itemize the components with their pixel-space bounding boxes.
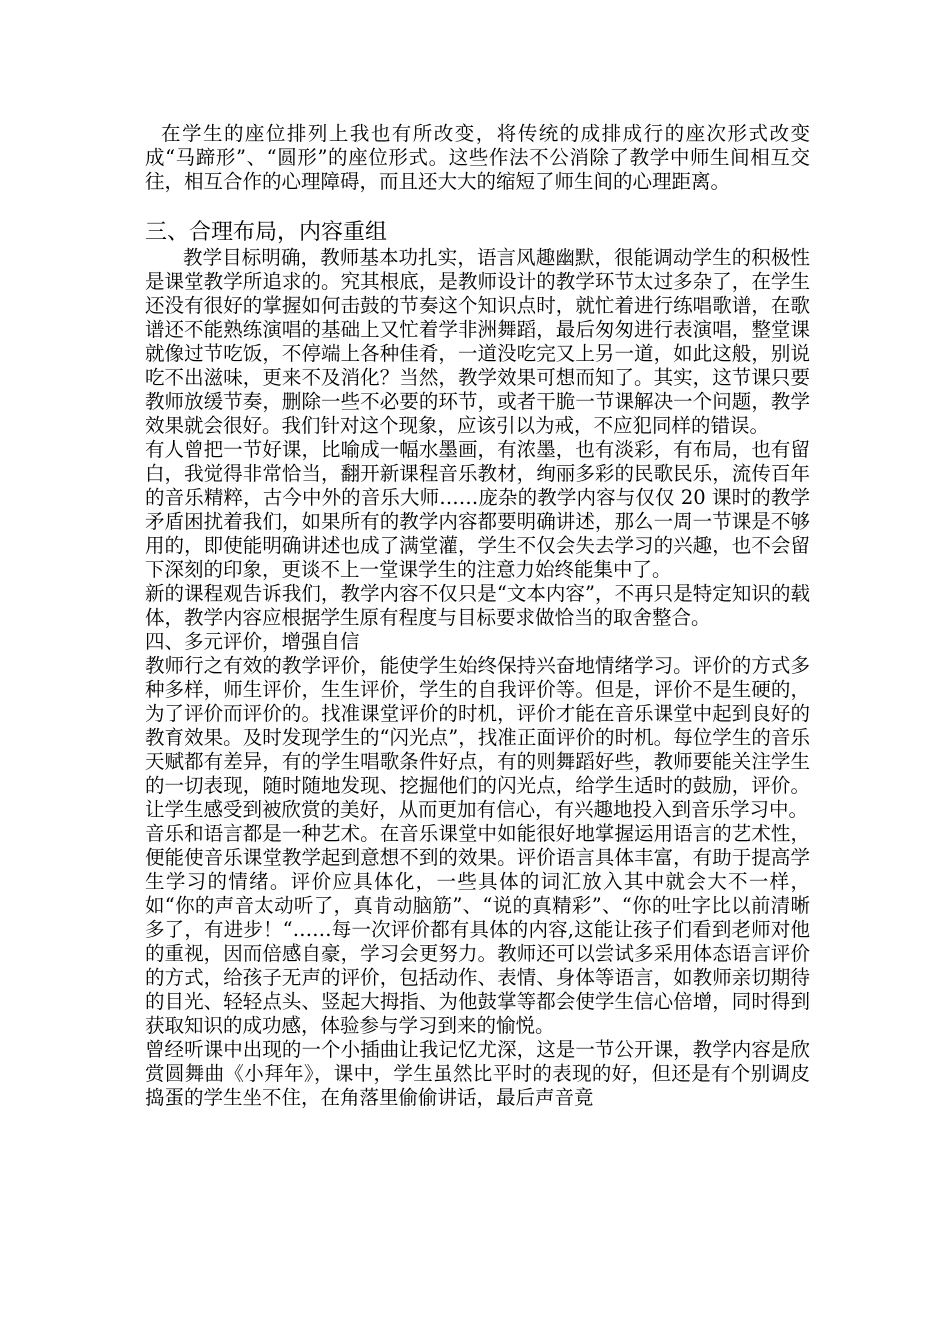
section-heading-three: 三、合理布局，内容重组: [145, 220, 388, 245]
paragraph-spacer: [145, 194, 810, 220]
paragraph-anecdote: 曾经听课中出现的一个小插曲让我记忆尤深，这是一节公开课，教学内容是欣赏圆舞曲《小拜年》，课中，学生虽然比平时的表现的好，但还是有个别调皮捣蛋的学生坐不住，在角落里偷偷讲话，最后声音竟: [145, 1038, 810, 1109]
paragraph-ink-painting: 有人曾把一节好课，比喻成一幅水墨画，有浓墨，也有淡彩，有布局，也有留白，我觉得非常恰当，翻开新课程音乐教材，绚丽多彩的民歌民乐，流传百年的音乐精粹，古今中外的音乐大师……庞杂的教学内容与仅仅 20 课时的教学矛盾困扰着我们，如果所有的教学内容都要明确讲述，那么一周一节课是不够用的，即使能明确讲述也成了满堂灌，学生不仅会失去学习的兴趣，也不会留下深刻的印象，更谈不上一堂课学生的注意力始终能集中了。: [145, 438, 810, 581]
paragraph-teaching-goals: 教学目标明确，教师基本功扎实，语言风趣幽默，很能调动学生的积极性是课堂教学所追求的。究其根底，是教师设计的教学环节太过多杂了，在学生还没有很好的掌握如何击鼓的节奏这个知识点时，就忙着进行练唱歌谱，在歌谱还不能熟练演唱的基础上又忙着学非洲舞蹈，最后匆匆进行表演唱，整堂课就像过节吃饭，不停端上各种佳肴，一道没吃完又上另一道，如此这般，别说吃不出滋味，更来不及消化？当然，教学效果可想而知了。其实，这节课只要教师放缓节奏，删除一些不必要的环节，或者干脆一节课解决一个问题，教学效果就会很好。我们针对这个现象，应该引以为戒，不应犯同样的错误。: [145, 246, 810, 437]
section-heading-four: 四、多元评价，增强自信: [145, 630, 360, 653]
paragraph-curriculum-view: 新的课程观告诉我们，教学内容不仅只是“文本内容”，不再只是特定知识的载体，教学内容应根据学生原有程度与目标要求做恰当的取舍整合。: [145, 582, 810, 629]
paragraph-seating: 在学生的座位排列上我也有所改变，将传统的成排成行的座次形式改变成“马蹄形”、“圆形”的座位形式。这些作法不公消除了教学中师生间相互交往，相互合作的心理障碍，而且还大大的缩短了师生间的心理距离。: [145, 122, 810, 193]
paragraph-evaluation: 教师行之有效的教学评价，能使学生始终保持兴奋地情绪学习。评价的方式多种多样，师生评价，生生评价，学生的自我评价等。但是，评价不是生硬的，为了评价而评价的。找准课堂评价的时机，评价才能在音乐课堂中起到良好的教育效果。及时发现学生的“闪光点”，找准正面评价的时机。每位学生的音乐天赋都有差异，有的学生唱歌条件好点，有的则舞蹈好些，教师要能关注学生的一切表现，随时随地发现、挖掘他们的闪光点，给学生适时的鼓励，评价。让学生感受到被欣赏的美好，从而更加有信心，有兴趣地投入到音乐学习中。: [145, 654, 810, 821]
document-page: [145, 122, 810, 1110]
paragraph-language-art: 音乐和语言都是一种艺术。在音乐课堂中如能很好地掌握运用语言的艺术性，便能使音乐课堂教学起到意想不到的效果。评价语言具体丰富，有助于提高学生学习的情绪。评价应具体化，一些具体的词汇放入其中就会大不一样，如“你的声音太动听了，真肯动脑筋”、“说的真精彩”、“你的吐字比以前清晰多了，有进步！“……每一次评价都有具体的内容,这能让孩子们看到老师对他的重视，因而倍感自豪，学习会更努力。教师还可以尝试多采用体态语言评价的方式，给孩子无声的评价，包括动作、表情、身体等语言，如教师亲切期待的目光、轻轻点头、竖起大拇指、为他鼓掌等都会使学生信心倍增，同时得到获取知识的成功感，体验参与学习到来的愉悦。: [145, 822, 810, 1037]
